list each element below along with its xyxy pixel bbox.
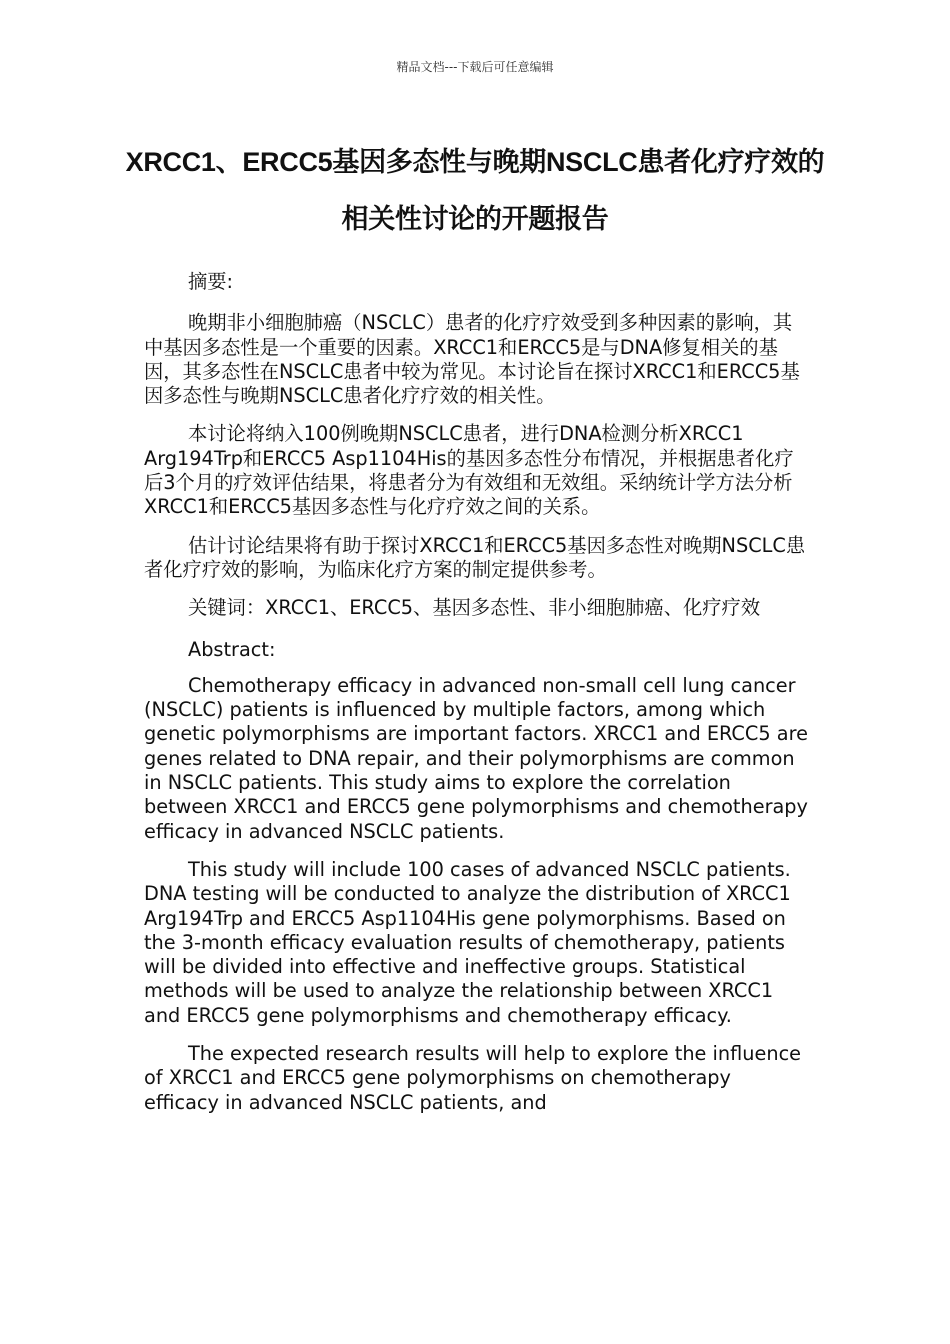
abstract-en-paragraph-2: This study will include 100 cases of advanced NSCLC patients. DNA testing will be conducted to analyze the distribution of XRCC1 Arg194Trp and ERCC5 Asp1104His gene polymorphisms. Based on the 3-month efficacy evaluation results of chemotherapy, patients will be divided into effective and ineffective groups. Statistical methods will be used to analyze the relationship between XRCC1 and ERCC5 gene polymorphisms and chemotherapy efficacy. xyxy=(144,857,791,1027)
abstract-cn-paragraph-1: 晚期非小细胞肺癌（NSCLC）患者的化疗疗效受到多种因素的影响，其中基因多态性是一个重要的因素。XRCC1和ERCC5是与DNA修复相关的基因，其多态性在NSCLC患者中较为常见。本讨论旨在探讨XRCC1和ERCC5基因多态性与晚期NSCLC患者化疗疗效的相关性。 xyxy=(144,311,800,408)
abstract-cn-paragraph-3: 估计讨论结果将有助于探讨XRCC1和ERCC5基因多态性对晚期NSCLC患者化疗疗效的影响，为临床化疗方案的制定提供参考。 xyxy=(144,533,806,581)
document-body xyxy=(144,270,808,1129)
abstract-en-label: Abstract: xyxy=(188,637,276,661)
document-title: XRCC1、ERCC5基因多态性与晚期NSCLC患者化疗疗效的相关性讨论的开题报告 xyxy=(125,147,825,234)
abstract-cn-paragraph-2: 本讨论将纳入100例晚期NSCLC患者，进行DNA检测分析XRCC1 Arg194Trp和ERCC5 Asp1104His的基因多态性分布情况，并根据患者化疗后3个月的疗效评估结果，将患者分为有效组和无效组。采纳统计学方法分析XRCC1和ERCC5基因多态性与化疗疗效之间的关系。 xyxy=(144,422,794,519)
abstract-cn-label: 摘要: xyxy=(188,270,234,293)
header-note: 精品文档---下载后可任意编辑 xyxy=(396,60,554,74)
keywords-cn: 关键词：XRCC1、ERCC5、基因多态性、非小细胞肺癌、化疗疗效 xyxy=(188,596,761,620)
abstract-en-paragraph-1: Chemotherapy efficacy in advanced non-small cell lung cancer (NSCLC) patients is influenced by multiple factors, among which genetic polymorphisms are important factors. XRCC1 and ERCC5 are genes related to DNA repair, and their polymorphisms are common in NSCLC patients. This study aims to explore the correlation between XRCC1 and ERCC5 gene polymorphisms and chemotherapy efficacy in advanced NSCLC patients. xyxy=(144,673,808,843)
abstract-en-paragraph-3: The expected research results will help to explore the influence of XRCC1 and ERCC5 gene polymorphisms on chemotherapy efficacy in advanced NSCLC patients, and xyxy=(144,1042,802,1114)
